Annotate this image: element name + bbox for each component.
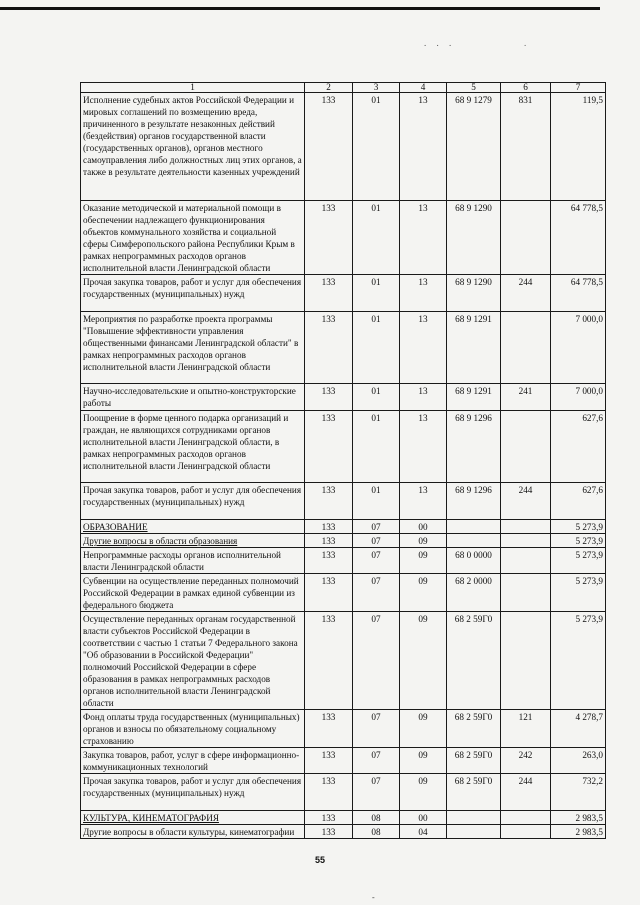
cell-ministry: 133: [305, 534, 353, 548]
cell-subsection: 09: [400, 612, 447, 710]
cell-ministry: 133: [305, 811, 353, 825]
cell-section: 01: [353, 312, 400, 384]
row-name: Непрограммные расходы органов исполнительной власти Ленинградской области: [81, 548, 305, 574]
cell-ministry: 133: [305, 825, 353, 839]
table-row: [81, 811, 606, 825]
row-name: Фонд оплаты труда государственных (муниципальных) органов и взносы по обязательному социальному страхованию: [81, 710, 305, 748]
cell-amount: 2 983,5: [551, 825, 606, 839]
cell-amount: 7 000,0: [551, 384, 606, 411]
cell-section: 07: [353, 710, 400, 748]
table-row: [81, 201, 606, 275]
cell-amount: 5 273,9: [551, 574, 606, 612]
cell-subsection: 09: [400, 574, 447, 612]
cell-section: 01: [353, 201, 400, 275]
cell-target: 68 2 59Г0: [447, 710, 501, 748]
row-name: Осуществление переданных органам государственной власти субъектов Российской Федерации в соответствии с частью 1 статьи 7 Федерального закона "Об образовании в Российской Федерации" полномочий Российской Федерации в сфере образования в рамках непрограммных расходов органов исполнительной власти Ленинградской области: [81, 612, 305, 710]
cell-expense-type: [501, 811, 551, 825]
cell-amount: 627,6: [551, 411, 606, 483]
scan-marks: . . .: [424, 38, 456, 48]
table-row: [81, 520, 606, 534]
cell-expense-type: 121: [501, 710, 551, 748]
table-row: [81, 534, 606, 548]
table-row: [81, 483, 606, 520]
cell-section: 01: [353, 411, 400, 483]
column-header: 5: [447, 83, 501, 93]
cell-amount: 263,0: [551, 748, 606, 774]
column-header: 2: [305, 83, 353, 93]
table-row: [81, 312, 606, 384]
scan-mark: -: [372, 893, 375, 902]
cell-target: [447, 811, 501, 825]
cell-amount: 5 273,9: [551, 520, 606, 534]
table-row: [81, 710, 606, 748]
cell-target: 68 2 59Г0: [447, 612, 501, 710]
table-row: [81, 748, 606, 774]
cell-ministry: 133: [305, 275, 353, 312]
table-row: [81, 548, 606, 574]
cell-amount: 627,6: [551, 483, 606, 520]
column-header: 6: [501, 83, 551, 93]
cell-amount: 64 778,5: [551, 275, 606, 312]
cell-subsection: 13: [400, 93, 447, 201]
cell-ministry: 133: [305, 411, 353, 483]
row-name: Другие вопросы в области культуры, кинематографии: [81, 825, 305, 839]
cell-subsection: 09: [400, 534, 447, 548]
cell-expense-type: [501, 534, 551, 548]
table-row: [81, 574, 606, 612]
row-name: Прочая закупка товаров, работ и услуг для обеспечения государственных (муниципальных) нужд: [81, 774, 305, 811]
cell-expense-type: 244: [501, 275, 551, 312]
cell-subsection: 09: [400, 548, 447, 574]
cell-ministry: 133: [305, 748, 353, 774]
budget-table: [80, 82, 606, 839]
cell-target: 68 9 1279: [447, 93, 501, 201]
cell-target: 68 9 1296: [447, 483, 501, 520]
row-name: ОБРАЗОВАНИЕ: [81, 520, 305, 534]
cell-expense-type: 244: [501, 774, 551, 811]
cell-ministry: 133: [305, 201, 353, 275]
cell-section: 07: [353, 520, 400, 534]
cell-target: 68 0 0000: [447, 548, 501, 574]
cell-target: 68 9 1290: [447, 275, 501, 312]
cell-amount: 732,2: [551, 774, 606, 811]
cell-section: 07: [353, 574, 400, 612]
cell-ministry: 133: [305, 548, 353, 574]
cell-subsection: 09: [400, 748, 447, 774]
table-row: [81, 93, 606, 201]
cell-section: 07: [353, 534, 400, 548]
cell-amount: 64 778,5: [551, 201, 606, 275]
cell-section: 08: [353, 825, 400, 839]
cell-target: 68 2 59Г0: [447, 748, 501, 774]
row-name: Оказание методической и материальной помощи в обеспечении надлежащего функционирования объектов коммунального хозяйства и социальной сферы Симферопольского района Республики Крым в рамках непрограммных расходов органов исполнительной власти Ленинградской области: [81, 201, 305, 275]
cell-subsection: 13: [400, 201, 447, 275]
row-name: Закупка товаров, работ, услуг в сфере информационно-коммуникационных технологий: [81, 748, 305, 774]
cell-expense-type: 244: [501, 483, 551, 520]
row-name: Другие вопросы в области образования: [81, 534, 305, 548]
cell-subsection: 00: [400, 811, 447, 825]
cell-amount: 5 273,9: [551, 534, 606, 548]
cell-subsection: 00: [400, 520, 447, 534]
cell-target: [447, 825, 501, 839]
row-name: Научно-исследовательские и опытно-конструкторские работы: [81, 384, 305, 411]
cell-ministry: 133: [305, 774, 353, 811]
cell-section: 01: [353, 483, 400, 520]
cell-subsection: 13: [400, 411, 447, 483]
cell-section: 07: [353, 612, 400, 710]
cell-subsection: 09: [400, 710, 447, 748]
cell-expense-type: [501, 201, 551, 275]
row-name: Прочая закупка товаров, работ и услуг для обеспечения государственных (муниципальных) нужд: [81, 483, 305, 520]
cell-section: 07: [353, 774, 400, 811]
cell-section: 01: [353, 93, 400, 201]
table-row: [81, 612, 606, 710]
cell-subsection: 13: [400, 384, 447, 411]
cell-amount: 4 278,7: [551, 710, 606, 748]
cell-target: 68 2 59Г0: [447, 774, 501, 811]
cell-expense-type: [501, 411, 551, 483]
cell-subsection: 13: [400, 312, 447, 384]
table-row: [81, 384, 606, 411]
cell-expense-type: 241: [501, 384, 551, 411]
table-row: [81, 275, 606, 312]
cell-expense-type: [501, 520, 551, 534]
cell-amount: 119,5: [551, 93, 606, 201]
column-header: 3: [353, 83, 400, 93]
cell-ministry: 133: [305, 520, 353, 534]
cell-expense-type: 831: [501, 93, 551, 201]
cell-subsection: 09: [400, 774, 447, 811]
cell-expense-type: 242: [501, 748, 551, 774]
column-header: 1: [81, 83, 305, 93]
cell-subsection: 13: [400, 483, 447, 520]
cell-expense-type: [501, 574, 551, 612]
cell-target: 68 9 1291: [447, 384, 501, 411]
cell-amount: 5 273,9: [551, 548, 606, 574]
table-row: [81, 825, 606, 839]
cell-section: 08: [353, 811, 400, 825]
cell-target: 68 9 1291: [447, 312, 501, 384]
cell-target: [447, 520, 501, 534]
cell-section: 07: [353, 748, 400, 774]
scan-mark: .: [524, 38, 527, 48]
cell-target: 68 9 1296: [447, 411, 501, 483]
cell-expense-type: [501, 312, 551, 384]
row-name: Исполнение судебных актов Российской Федерации и мировых соглашений по возмещению вреда, причиненного в результате незаконных действий (бездействия) органов государственной власти (государственных органов), органов местного самоуправления либо должностных лиц этих органов, а также в результате деятельности казенных учреждений: [81, 93, 305, 201]
column-header: 4: [400, 83, 447, 93]
cell-ministry: 133: [305, 483, 353, 520]
cell-expense-type: [501, 548, 551, 574]
cell-ministry: 133: [305, 384, 353, 411]
cell-section: 01: [353, 384, 400, 411]
row-name: Субвенции на осуществление переданных полномочий Российской Федерации в рамках единой субвенции из федерального бюджета: [81, 574, 305, 612]
row-name: Мероприятия по разработке проекта программы "Повышение эффективности управления общественными финансами Ленинградской области" в рамках непрограммных расходов органов исполнительной власти Ленинградской области: [81, 312, 305, 384]
cell-ministry: 133: [305, 93, 353, 201]
cell-ministry: 133: [305, 312, 353, 384]
cell-target: [447, 534, 501, 548]
column-header: 7: [551, 83, 606, 93]
cell-section: 01: [353, 275, 400, 312]
cell-target: 68 2 0000: [447, 574, 501, 612]
top-border-line: [0, 7, 600, 10]
table-header-row: [81, 83, 606, 93]
cell-amount: 7 000,0: [551, 312, 606, 384]
table-row: [81, 774, 606, 811]
row-name: Поощрение в форме ценного подарка организаций и граждан, не являющихся сотрудниками органов исполнительной власти Ленинградской области, в рамках непрограммных расходов органов исполнительной власти Ленинградской области: [81, 411, 305, 483]
cell-subsection: 13: [400, 275, 447, 312]
cell-ministry: 133: [305, 612, 353, 710]
cell-expense-type: [501, 612, 551, 710]
page-number: 55: [314, 855, 325, 865]
cell-ministry: 133: [305, 710, 353, 748]
cell-expense-type: [501, 825, 551, 839]
cell-section: 07: [353, 548, 400, 574]
table-row: [81, 411, 606, 483]
row-name: КУЛЬТУРА, КИНЕМАТОГРАФИЯ: [81, 811, 305, 825]
cell-target: 68 9 1290: [447, 201, 501, 275]
cell-subsection: 04: [400, 825, 447, 839]
row-name: Прочая закупка товаров, работ и услуг для обеспечения государственных (муниципальных) нужд: [81, 275, 305, 312]
cell-ministry: 133: [305, 574, 353, 612]
cell-amount: 5 273,9: [551, 612, 606, 710]
cell-amount: 2 983,5: [551, 811, 606, 825]
